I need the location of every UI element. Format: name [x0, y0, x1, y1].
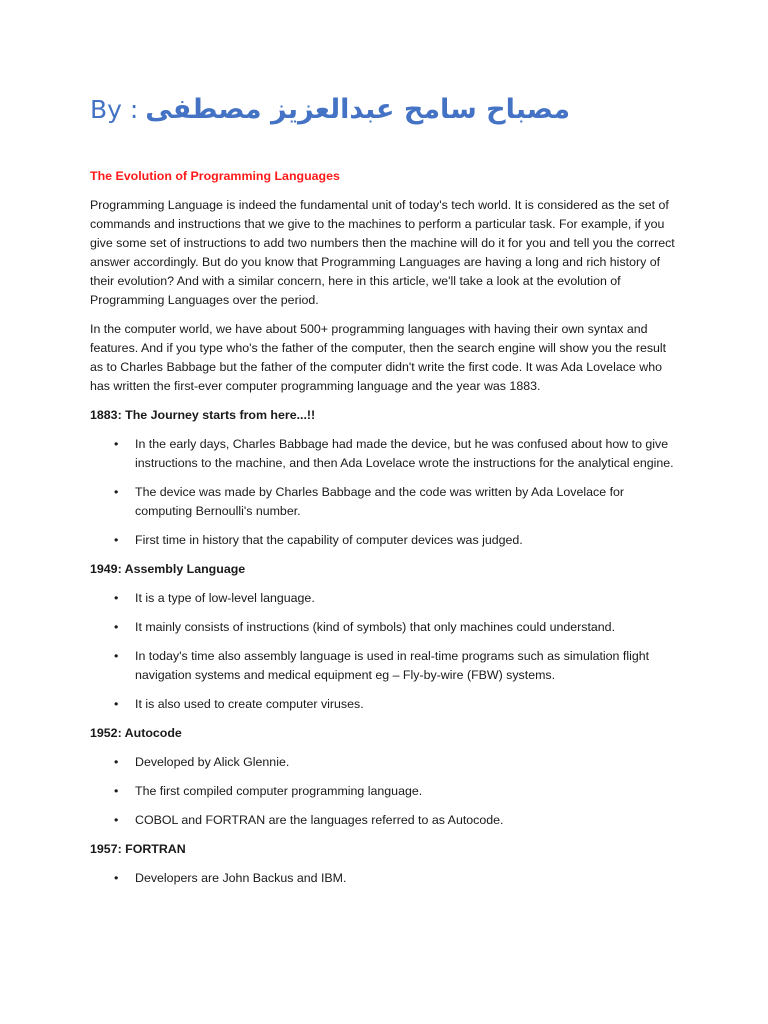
document-title: The Evolution of Programming Languages — [90, 169, 340, 183]
list-item — [90, 869, 682, 888]
intro-paragraph: In the computer world, we have about 500+ programming languages with having their own syntax and features. And if you type who's the father of the computer, then the search engine will show you the result as to Charles Babbage but the father of the computer didn't write the first code. It was Ada Lovelace who has written the first-ever computer programming language and the year was 1883. — [90, 322, 667, 393]
bullet-icon: • — [114, 755, 119, 769]
bullet-icon: • — [114, 697, 119, 711]
bullet-list-1952 — [90, 753, 682, 830]
list-item-text: It is a type of low-level language. — [135, 591, 315, 605]
bullet-icon: • — [114, 813, 119, 827]
list-item-text: First time in history that the capability of computer devices was judged. — [135, 533, 523, 547]
section-heading-1957: 1957: FORTRAN — [90, 842, 186, 856]
bullet-icon: • — [114, 649, 119, 663]
list-item — [90, 811, 682, 830]
bullet-icon: • — [114, 591, 119, 605]
author-name: مصباح سامح عبدالعزيز مصطفى — [145, 94, 571, 125]
list-item-text: In today's time also assembly language is used in real-time programs such as simulation flight navigation systems and medical equipment eg – Fly-by-wire (FBW) systems. — [135, 649, 650, 682]
document-body — [90, 167, 682, 898]
list-item — [90, 753, 682, 772]
list-item — [90, 647, 682, 685]
bullet-icon: • — [114, 533, 119, 547]
list-item-text: The first compiled computer programming language. — [135, 784, 423, 798]
bullet-icon: • — [114, 620, 119, 634]
list-item — [90, 695, 682, 714]
list-item — [90, 435, 682, 473]
list-item-text: COBOL and FORTRAN are the languages referred to as Autocode. — [135, 813, 504, 827]
list-item-text: It is also used to create computer viruses. — [135, 697, 364, 711]
by-label: By : — [90, 95, 139, 124]
list-item — [90, 589, 682, 608]
author-byline — [90, 88, 570, 132]
list-item-text: Developers are John Backus and IBM. — [135, 871, 347, 885]
bullet-list-1883 — [90, 435, 682, 550]
bullet-icon: • — [114, 784, 119, 798]
list-item-text: It mainly consists of instructions (kind of symbols) that only machines could understand. — [135, 620, 616, 634]
list-item-text: In the early days, Charles Babbage had made the device, but he was confused about how to give instructions to the machine, and then Ada Lovelace wrote the instructions for the analytical engine. — [135, 437, 674, 470]
list-item — [90, 483, 682, 521]
list-item — [90, 618, 682, 637]
bullet-icon: • — [114, 485, 119, 499]
list-item-text: Developed by Alick Glennie. — [135, 755, 290, 769]
list-item — [90, 531, 682, 550]
bullet-icon: • — [114, 871, 119, 885]
bullet-list-1949 — [90, 589, 682, 714]
section-heading-1883: 1883: The Journey starts from here...!! — [90, 408, 316, 422]
list-item — [90, 782, 682, 801]
bullet-list-1957 — [90, 869, 682, 888]
section-heading-1952: 1952: Autocode — [90, 726, 182, 740]
list-item-text: The device was made by Charles Babbage and the code was written by Ada Lovelace for computing Bernoulli's number. — [135, 485, 625, 518]
intro-paragraph: Programming Language is indeed the fundamental unit of today's tech world. It is considered as the set of commands and instructions that we give to the machines to perform a particular task. For example, if you give some set of instructions to add two numbers then the machine will do it for you and tell you the correct answer accordingly. But do you know that Programming Languages are having a long and rich history of their evolution? And with a similar concern, here in this article, we'll take a look at the evolution of Programming Languages over the period. — [90, 198, 675, 307]
section-heading-1949: 1949: Assembly Language — [90, 562, 246, 576]
bullet-icon: • — [114, 437, 119, 451]
